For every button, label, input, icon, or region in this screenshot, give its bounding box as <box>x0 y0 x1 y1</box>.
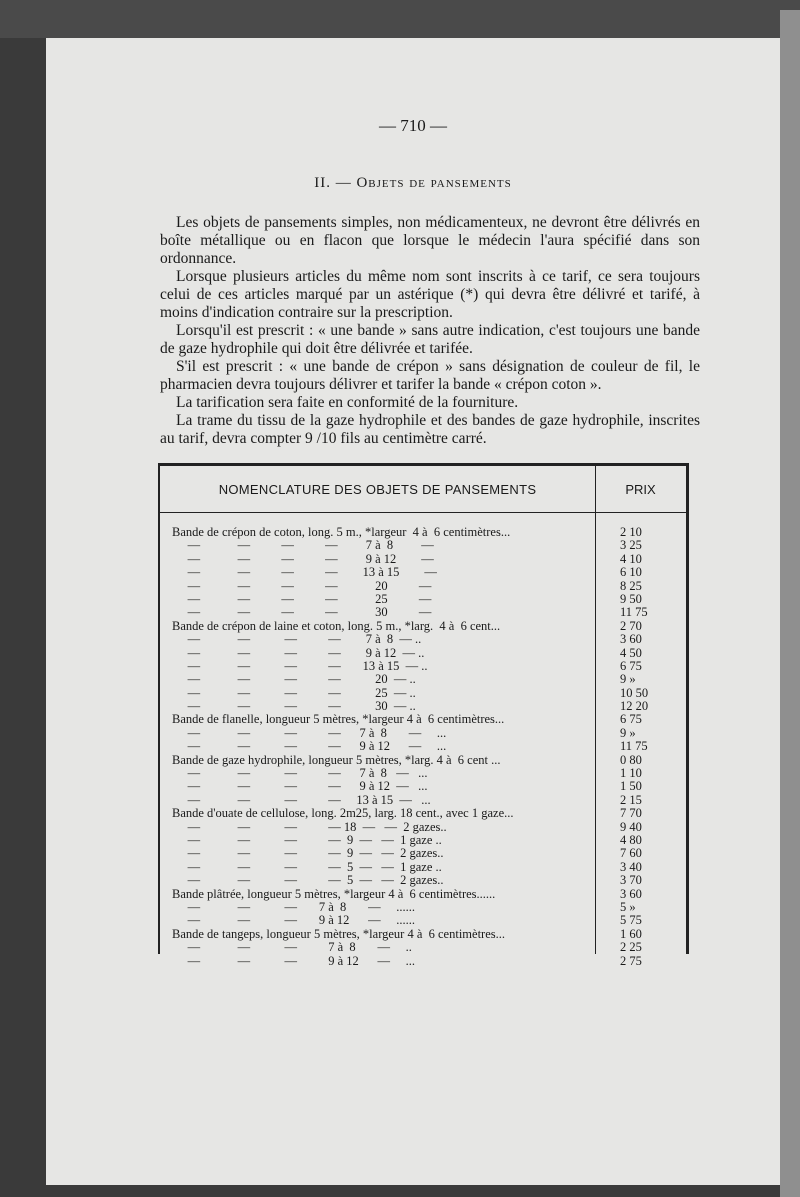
table-row <box>172 821 682 834</box>
row-price: 11 75 <box>620 739 648 754</box>
row-price: 6 10 <box>620 565 642 580</box>
table-row <box>172 580 682 593</box>
table-row <box>172 553 682 566</box>
row-description: — — — — 7 à 8 — ... <box>172 725 447 740</box>
row-description: — — — — 30 — <box>172 605 432 620</box>
row-description: — — — — 5 — — 1 gaze .. <box>172 859 442 874</box>
page-number: — 710 — <box>379 116 447 135</box>
row-price: 0 80 <box>620 752 642 767</box>
table-row <box>172 874 682 887</box>
row-price: 3 60 <box>620 886 642 901</box>
table-row <box>172 687 682 700</box>
row-description: Bande de crépon de coton, long. 5 m., *largeur 4 à 6 centimètres... <box>172 525 511 539</box>
row-description: Bande de flanelle, longueur 5 mètres, *largeur 4 à 6 centimètres... <box>172 712 505 727</box>
table-row <box>172 539 682 552</box>
paragraph: Les objets de pansements simples, non médicamenteux, ne devront être délivrés en boîte métallique ou en flacon que lorsque le médecin l'aura spécifié dans son ordonnance. <box>160 214 700 267</box>
table-row <box>172 606 682 619</box>
row-description: — — — 9 à 12 — ...... <box>172 913 416 928</box>
row-price: 7 70 <box>620 806 642 821</box>
header-divider <box>160 512 686 513</box>
row-description: — — — — 5 — — 2 gazes.. <box>172 873 444 888</box>
row-price: 9 50 <box>620 591 642 606</box>
row-description: — — — 7 à 8 — ...... <box>172 899 416 914</box>
body-text <box>160 214 700 448</box>
row-price: 4 10 <box>620 551 642 566</box>
row-description: — — — — 30 — .. <box>172 699 416 714</box>
paragraph: S'il est prescrit : « une bande de crépon » sans désignation de couleur de fil, le pharmacien devra toujours délivrer et tarifer la bande « crépon coton ». <box>160 358 700 393</box>
row-price: 4 80 <box>620 832 642 847</box>
row-price: 6 75 <box>620 712 642 727</box>
row-description: — — — — 9 — — 2 gazes.. <box>172 846 444 861</box>
section-heading <box>46 175 780 192</box>
row-price: 12 20 <box>620 699 649 714</box>
table-body <box>172 526 682 968</box>
row-price: 8 25 <box>620 578 642 593</box>
row-price: 3 40 <box>620 859 642 874</box>
table-row <box>172 955 682 968</box>
table-row <box>172 660 682 673</box>
row-price: 3 70 <box>620 873 642 888</box>
row-description: — — — — 7 à 8 — ... <box>172 766 428 781</box>
row-description: Bande de gaze hydrophile, longueur 5 mètres, *larg. 4 à 6 cent ... <box>172 752 501 767</box>
table-row <box>172 847 682 860</box>
row-description: Bande d'ouate de cellulose, long. 2m25, larg. 18 cent., avec 1 gaze... <box>172 806 514 821</box>
document-page <box>46 38 780 1185</box>
row-description: — — — — 7 à 8 — <box>172 538 434 553</box>
table-row <box>172 901 682 914</box>
row-description: — — — — 18 — — 2 gazes.. <box>172 819 447 834</box>
row-description: — — — — 9 à 12 — ... <box>172 779 428 794</box>
paragraph: Lorsque plusieurs articles du même nom sont inscrits à ce tarif, ce sera toujours celui de ces articles marqué par un astérique (*) qui devra être délivré et tarifé, à moins d'indication contraire sur la prescription. <box>160 268 700 321</box>
row-price: 5 » <box>620 899 636 914</box>
row-description: — — — — 20 — .. <box>172 672 416 687</box>
row-description: — — — 7 à 8 — .. <box>172 940 412 955</box>
table-row <box>172 780 682 793</box>
table-row <box>172 566 682 579</box>
next-page-edge <box>780 10 800 1197</box>
row-price: 6 75 <box>620 658 642 673</box>
row-price: 9 40 <box>620 819 642 834</box>
row-price: 10 50 <box>620 685 649 700</box>
table-row <box>172 727 682 740</box>
section-number: II. — <box>314 175 352 191</box>
row-price: 5 75 <box>620 913 642 928</box>
section-title: Objets de pansements <box>356 175 512 191</box>
row-description: — — — — 13 à 15 — ... <box>172 792 431 807</box>
row-description: — — — — 7 à 8 — .. <box>172 632 422 647</box>
paragraph: La trame du tissu de la gaze hydrophile et des bandes de gaze hydrophile, inscrites au tarif, devra compter 9 /10 fils au centimètre carré. <box>160 412 700 447</box>
row-description: — — — 9 à 12 — ... <box>172 953 416 968</box>
row-price: 2 15 <box>620 792 642 807</box>
row-price: 3 25 <box>620 538 642 553</box>
row-price: 1 60 <box>620 926 642 941</box>
table-row <box>172 754 682 767</box>
row-price: 4 50 <box>620 645 642 660</box>
row-price: 3 60 <box>620 632 642 647</box>
table-row <box>172 593 682 606</box>
table-row <box>172 633 682 646</box>
price-table <box>158 463 689 968</box>
table-row <box>172 620 682 633</box>
row-description: Bande de crépon de laine et coton, long. 5 m., *larg. 4 à 6 cent... <box>172 618 501 633</box>
row-price: 2 75 <box>620 953 642 968</box>
paragraph: Lorsqu'il est prescrit : « une bande » sans autre indication, c'est toujours une bande de gaze hydrophile qui doit être délivrée et tarifée. <box>160 322 700 357</box>
row-price: 11 75 <box>620 605 648 620</box>
table-row <box>172 647 682 660</box>
row-price: 1 50 <box>620 779 642 794</box>
row-price: 7 60 <box>620 846 642 861</box>
row-description: — — — — 9 — — 1 gaze .. <box>172 832 442 847</box>
row-price: 2 10 <box>620 525 642 539</box>
row-description: — — — — 9 à 12 — ... <box>172 739 447 754</box>
table-row <box>172 941 682 954</box>
table-row <box>172 740 682 753</box>
paragraph: La tarification sera faite en conformité de la fourniture. <box>176 394 519 411</box>
table-header-nomenclature: NOMENCLATURE DES OBJETS DE PANSEMENTS <box>218 482 537 497</box>
table-row <box>172 767 682 780</box>
scan-background-top <box>0 0 800 38</box>
row-description: — — — — 9 à 12 — .. <box>172 645 425 660</box>
table-row <box>172 794 682 807</box>
table-row <box>172 700 682 713</box>
row-description: — — — — 25 — <box>172 591 432 606</box>
table-row <box>172 713 682 726</box>
row-description: — — — — 13 à 15 — .. <box>172 658 428 673</box>
table-header-price: PRIX <box>625 482 656 497</box>
row-description: Bande plâtrée, longueur 5 mètres, *largeur 4 à 6 centimètres...... <box>172 886 496 901</box>
row-price: 9 » <box>620 672 636 687</box>
row-price: 2 25 <box>620 940 642 955</box>
row-price: 1 10 <box>620 766 642 781</box>
row-price: 9 » <box>620 725 636 740</box>
row-description: — — — — 13 à 15 — <box>172 565 437 580</box>
table-row <box>172 673 682 686</box>
table-row <box>172 861 682 874</box>
table-row <box>172 888 682 901</box>
row-price: 2 70 <box>620 618 642 633</box>
row-description: Bande de tangeps, longueur 5 mètres, *largeur 4 à 6 centimètres... <box>172 926 505 941</box>
row-description: — — — — 25 — .. <box>172 685 416 700</box>
row-description: — — — — 9 à 12 — <box>172 551 434 566</box>
table-row <box>172 914 682 927</box>
table-row <box>172 807 682 820</box>
table-row <box>172 834 682 847</box>
row-description: — — — — 20 — <box>172 578 432 593</box>
table-row <box>172 928 682 941</box>
table-row <box>172 526 682 539</box>
